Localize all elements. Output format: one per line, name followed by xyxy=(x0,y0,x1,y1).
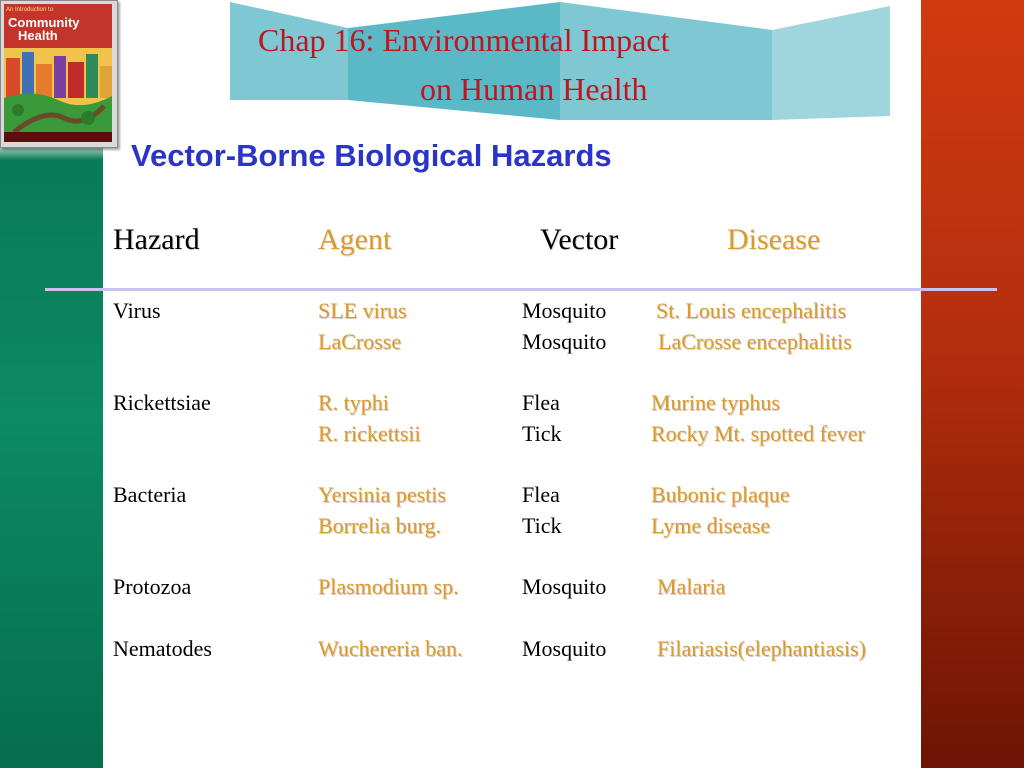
book-cover-title-line1: Community xyxy=(8,15,80,30)
book-cover-image xyxy=(0,0,118,148)
cell-vector: Mosquito xyxy=(522,298,607,323)
cell-hazard: Virus xyxy=(113,298,161,323)
cell-disease: Lyme disease xyxy=(651,513,771,538)
cell-vector: Flea xyxy=(522,390,560,415)
column-header-agent: Agent xyxy=(318,223,392,256)
cell-disease: Malaria xyxy=(657,574,726,599)
cell-disease: LaCrosse encephalitis xyxy=(658,329,852,354)
cell-hazard: Protozoa xyxy=(113,574,192,599)
book-cover-subtitle: An Introduction to xyxy=(6,7,54,13)
cell-vector: Mosquito xyxy=(522,329,607,354)
book-cover-art xyxy=(4,4,112,142)
cell-disease: Filariasis(elephantiasis) xyxy=(657,636,866,661)
cell-vector: Tick xyxy=(522,513,562,538)
cell-vector: Tick xyxy=(522,421,562,446)
column-header-hazard: Hazard xyxy=(113,223,200,256)
slide-title-line1: Chap 16: Environmental Impact xyxy=(258,22,670,58)
cell-disease: St. Louis encephalitis xyxy=(656,298,847,323)
cell-agent: Plasmodium sp. xyxy=(318,574,459,599)
cell-agent: R. typhi xyxy=(318,390,389,415)
cell-agent: R. rickettsii xyxy=(318,421,421,446)
slide-subtitle: Vector-Borne Biological Hazards xyxy=(131,138,612,173)
slide-title-line2: on Human Health xyxy=(420,71,648,107)
cell-vector: Mosquito xyxy=(522,636,607,661)
header-divider xyxy=(45,288,997,291)
cell-agent: Wuchereria ban. xyxy=(318,636,463,661)
cell-vector: Mosquito xyxy=(522,574,607,599)
right-decorative-bar xyxy=(921,0,1024,768)
cell-disease: Murine typhus xyxy=(651,390,780,415)
cell-agent: SLE virus xyxy=(318,298,407,323)
cell-disease: Bubonic plaque xyxy=(651,482,790,507)
cell-disease: Rocky Mt. spotted fever xyxy=(651,421,865,446)
column-header-vector: Vector xyxy=(540,223,619,256)
cell-hazard: Nematodes xyxy=(113,636,212,661)
cell-hazard: Bacteria xyxy=(113,482,187,507)
cell-agent: LaCrosse xyxy=(318,329,402,354)
cell-hazard: Rickettsiae xyxy=(113,390,211,415)
book-cover-footer xyxy=(4,132,112,142)
cell-agent: Borrelia burg. xyxy=(318,513,442,538)
cell-vector: Flea xyxy=(522,482,560,507)
book-cover-city-illustration xyxy=(4,48,112,132)
book-cover-title-line2: Health xyxy=(18,28,58,43)
column-header-disease: Disease xyxy=(727,223,821,256)
cell-agent: Yersinia pestis xyxy=(318,482,446,507)
